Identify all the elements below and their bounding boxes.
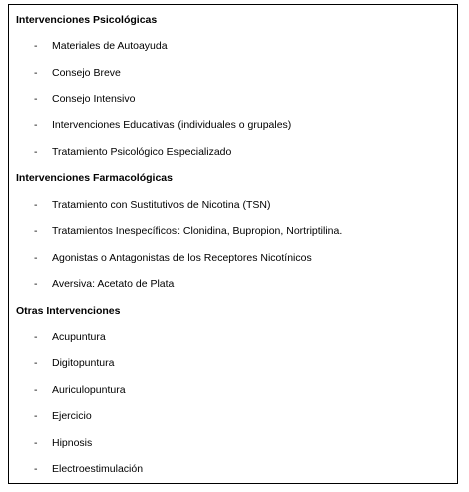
bullet-dash: - [34,252,38,264]
list-item-text: Auriculopuntura [52,384,126,396]
list-item [9,435,457,451]
list-item [9,408,457,424]
list-item [9,250,457,266]
list-item-text: Aversiva: Acetato de Plata [52,278,175,290]
list-item [9,197,457,213]
list-item-text: Consejo Breve [52,67,121,79]
list-item [9,223,457,239]
list-item-text: Tratamientos Inespecíficos: Clonidina, Bupropion, Nortriptilina. [52,225,343,237]
bullet-dash: - [34,278,38,290]
bullet-dash: - [34,67,38,79]
list-item-text: Tratamiento Psicológico Especializado [52,146,232,158]
list-item-text: Hipnosis [52,437,93,449]
section-heading-otras: Otras Intervenciones [16,305,121,317]
list-item-text: Agonistas o Antagonistas de los Receptores Nicotínicos [52,252,312,264]
list-item [9,461,457,477]
bullet-dash: - [34,437,38,449]
bullet-dash: - [34,199,38,211]
list-item-text: Consejo Intensivo [52,93,136,105]
bullet-dash: - [34,119,38,131]
list-item [9,329,457,345]
bullet-dash: - [34,40,38,52]
list-item [9,65,457,81]
list-item [9,276,457,292]
list-item-text: Electroestimulación [52,463,144,475]
list-item-text: Tratamiento con Sustitutivos de Nicotina (TSN) [52,199,271,211]
bullet-dash: - [34,384,38,396]
list-item-text: Acupuntura [52,331,106,343]
bullet-dash: - [34,357,38,369]
bullet-dash: - [34,463,38,475]
bullet-dash: - [34,331,38,343]
bullet-dash: - [34,93,38,105]
list-item [9,117,457,133]
list-item-text: Materiales de Autoayuda [52,40,168,52]
bullet-dash: - [34,225,38,237]
list-item-text: Digitopuntura [52,357,115,369]
section-heading-psicologicas: Intervenciones Psicológicas [16,14,158,26]
list-item-text: Intervenciones Educativas (individuales o grupales) [52,119,292,131]
list-item [9,382,457,398]
list-item [9,91,457,107]
interventions-table [8,4,458,484]
section-heading-farmacologicas: Intervenciones Farmacológicas [16,172,173,184]
list-item [9,355,457,371]
list-item-text: Ejercicio [52,410,92,422]
list-item [9,38,457,54]
bullet-dash: - [34,410,38,422]
list-item [9,144,457,160]
bullet-dash: - [34,146,38,158]
